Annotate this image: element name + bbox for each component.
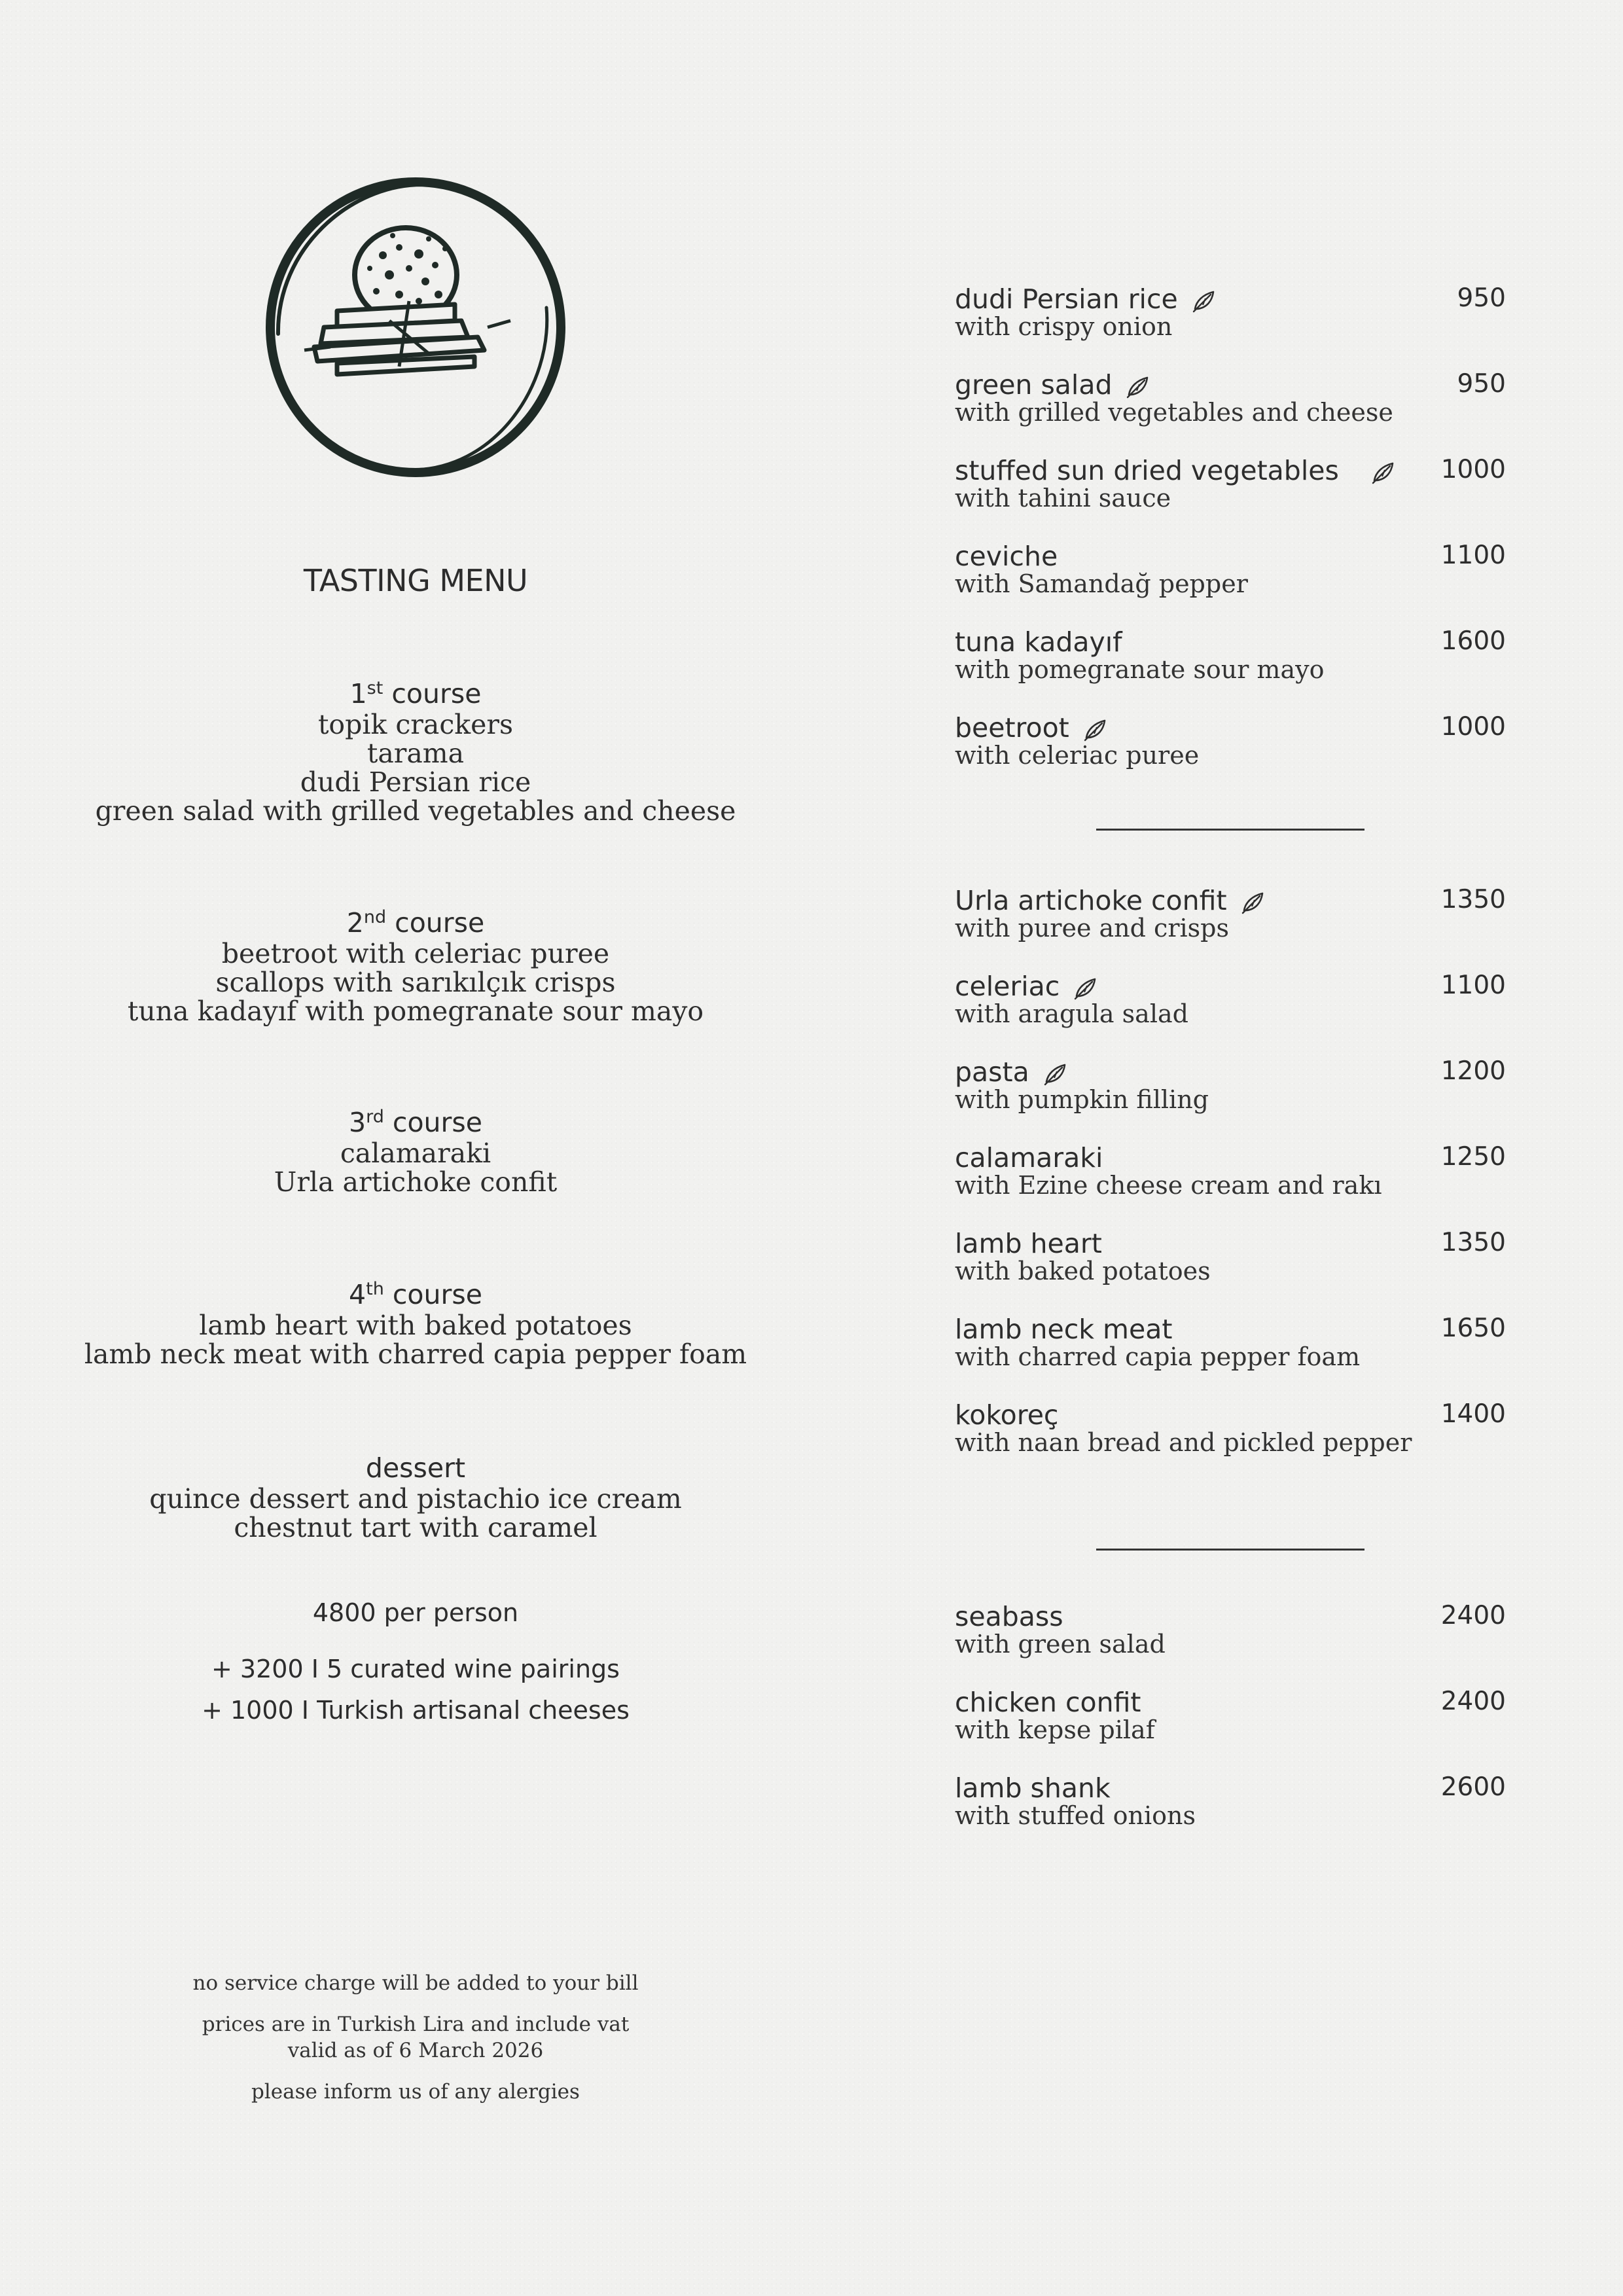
menu-item-desc: with green salad	[955, 1630, 1166, 1659]
menu-item-name: lamb neck meat	[955, 1314, 1173, 1345]
menu-item-name: chicken confit	[955, 1687, 1141, 1718]
menu-item	[955, 455, 1506, 533]
course-2	[0, 906, 831, 1026]
menu-item-name: calamaraki	[955, 1142, 1103, 1174]
menu-item-price: 1200	[1440, 1056, 1506, 1086]
course-item: scallops with sarıkılçık crisps	[215, 967, 616, 998]
menu-item	[955, 626, 1506, 705]
tasting-menu-title: TASTING MENU	[303, 563, 528, 598]
leaf-icon	[1073, 975, 1099, 1001]
course-heading: dessert	[365, 1452, 466, 1484]
menu-item	[955, 1142, 1506, 1221]
menu-item-price: 2400	[1440, 1601, 1506, 1630]
course-dessert	[0, 1452, 831, 1542]
leaf-icon	[1191, 288, 1217, 314]
menu-item	[955, 369, 1506, 448]
allergy-note: please inform us of any alergies	[251, 2080, 580, 2104]
wine-pairing-price: + 3200 I 5 curated wine pairings	[211, 1655, 620, 1683]
menu-item-desc: with crispy onion	[955, 312, 1173, 341]
course-heading: 3rd course	[349, 1107, 482, 1138]
leaf-icon	[1082, 717, 1109, 743]
menu-item-name: beetroot	[955, 712, 1109, 744]
menu-item-desc: with stuffed onions	[955, 1801, 1196, 1830]
service-note: no service charge will be added to your bill	[192, 1971, 639, 1995]
course-item: dudi Persian rice	[300, 766, 531, 798]
menu-item-name: stuffed sun dried vegetables	[955, 455, 1397, 486]
menu-item-name: tuna kadayıf	[955, 626, 1122, 658]
menu-item-price: 1100	[1440, 971, 1506, 1000]
menu-item-name: lamb heart	[955, 1228, 1102, 1259]
menu-item-desc: with celeriac puree	[955, 741, 1200, 770]
course-item: beetroot with celeriac puree	[221, 938, 610, 969]
menu-item	[955, 1687, 1506, 1765]
menu-item-price: 1400	[1440, 1399, 1506, 1429]
menu-item-price: 2600	[1440, 1772, 1506, 1802]
menu-item	[955, 1601, 1506, 1679]
menu-item-price: 1100	[1440, 541, 1506, 570]
menu-item-price: 2400	[1440, 1687, 1506, 1716]
restaurant-logo	[259, 170, 573, 484]
menu-item-desc: with Samandağ pepper	[955, 569, 1248, 598]
menu-item-price: 950	[1457, 369, 1506, 399]
menu-item-desc: with aragula salad	[955, 999, 1188, 1028]
cheese-price: + 1000 I Turkish artisanal cheeses	[202, 1696, 630, 1725]
tasting-price: 4800 per person	[312, 1598, 519, 1627]
leaf-icon	[1043, 1061, 1069, 1087]
menu-item-name: kokoreç	[955, 1399, 1059, 1431]
course-item: quince dessert and pistachio ice cream	[149, 1483, 682, 1515]
menu-item	[955, 885, 1506, 963]
menu-item-price: 1000	[1440, 712, 1506, 742]
menu-item	[955, 1314, 1506, 1392]
menu-item-price: 1600	[1440, 626, 1506, 656]
course-item: green salad with grilled vegetables and cheese	[95, 795, 736, 827]
course-item: lamb heart with baked potatoes	[199, 1310, 632, 1341]
course-item: calamaraki	[340, 1138, 491, 1169]
menu-item-desc: with kepse pilaf	[955, 1715, 1155, 1744]
menu-item-name: Urla artichoke confit	[955, 885, 1266, 916]
section-divider	[1096, 829, 1364, 831]
course-item: tarama	[366, 738, 465, 769]
menu-item-price: 1000	[1440, 455, 1506, 484]
valid-note: valid as of 6 March 2026	[287, 2039, 544, 2062]
menu-item	[955, 283, 1506, 362]
menu-item	[955, 1056, 1506, 1135]
course-item: tuna kadayıf with pomegranate sour mayo	[127, 996, 704, 1027]
course-item: topik crackers	[317, 709, 514, 740]
menu-item-desc: with naan bread and pickled pepper	[955, 1428, 1412, 1457]
course-1	[0, 677, 831, 825]
leaf-icon	[1370, 459, 1397, 486]
menu-item-price: 1250	[1440, 1142, 1506, 1172]
menu-item	[955, 1772, 1506, 1851]
menu-item-price: 1350	[1440, 1228, 1506, 1257]
menu-item-price: 1650	[1440, 1314, 1506, 1343]
course-4	[0, 1278, 831, 1369]
menu-item-name: seabass	[955, 1601, 1063, 1632]
menu-item	[955, 541, 1506, 619]
menu-item-price: 950	[1457, 283, 1506, 313]
prices-note: prices are in Turkish Lira and include vat	[202, 2013, 630, 2036]
menu-item	[955, 712, 1506, 791]
menu-item	[955, 1399, 1506, 1478]
course-heading: 1st course	[349, 678, 482, 709]
menu-item-name: dudi Persian rice	[955, 283, 1217, 315]
menu-item-desc: with baked potatoes	[955, 1257, 1211, 1285]
menu-item-desc: with puree and crisps	[955, 914, 1229, 942]
course-heading: 2nd course	[346, 907, 485, 939]
course-item: lamb neck meat with charred capia pepper foam	[84, 1338, 747, 1370]
menu-item-name: green salad	[955, 369, 1151, 401]
course-item: Urla artichoke confit	[274, 1166, 558, 1198]
menu-item-desc: with tahini sauce	[955, 484, 1171, 512]
menu-item-name: ceviche	[955, 541, 1058, 572]
menu-item-name: pasta	[955, 1056, 1069, 1088]
menu-item	[955, 971, 1506, 1049]
course-heading: 4th course	[349, 1279, 482, 1310]
leaf-icon	[1125, 374, 1151, 400]
menu-item-desc: with charred capia pepper foam	[955, 1342, 1361, 1371]
menu-item-desc: with Ezine cheese cream and rakı	[955, 1171, 1382, 1200]
leaf-icon	[1240, 889, 1266, 916]
course-3	[0, 1106, 831, 1196]
course-item: chestnut tart with caramel	[234, 1512, 597, 1543]
menu-item-desc: with pumpkin filling	[955, 1085, 1209, 1114]
section-divider	[1096, 1549, 1364, 1551]
menu-item-name: celeriac	[955, 971, 1099, 1002]
menu-item-name: lamb shank	[955, 1772, 1111, 1804]
menu-item-desc: with grilled vegetables and cheese	[955, 398, 1393, 427]
menu-item	[955, 1228, 1506, 1306]
menu-item-desc: with pomegranate sour mayo	[955, 655, 1325, 684]
menu-item-price: 1350	[1440, 885, 1506, 914]
